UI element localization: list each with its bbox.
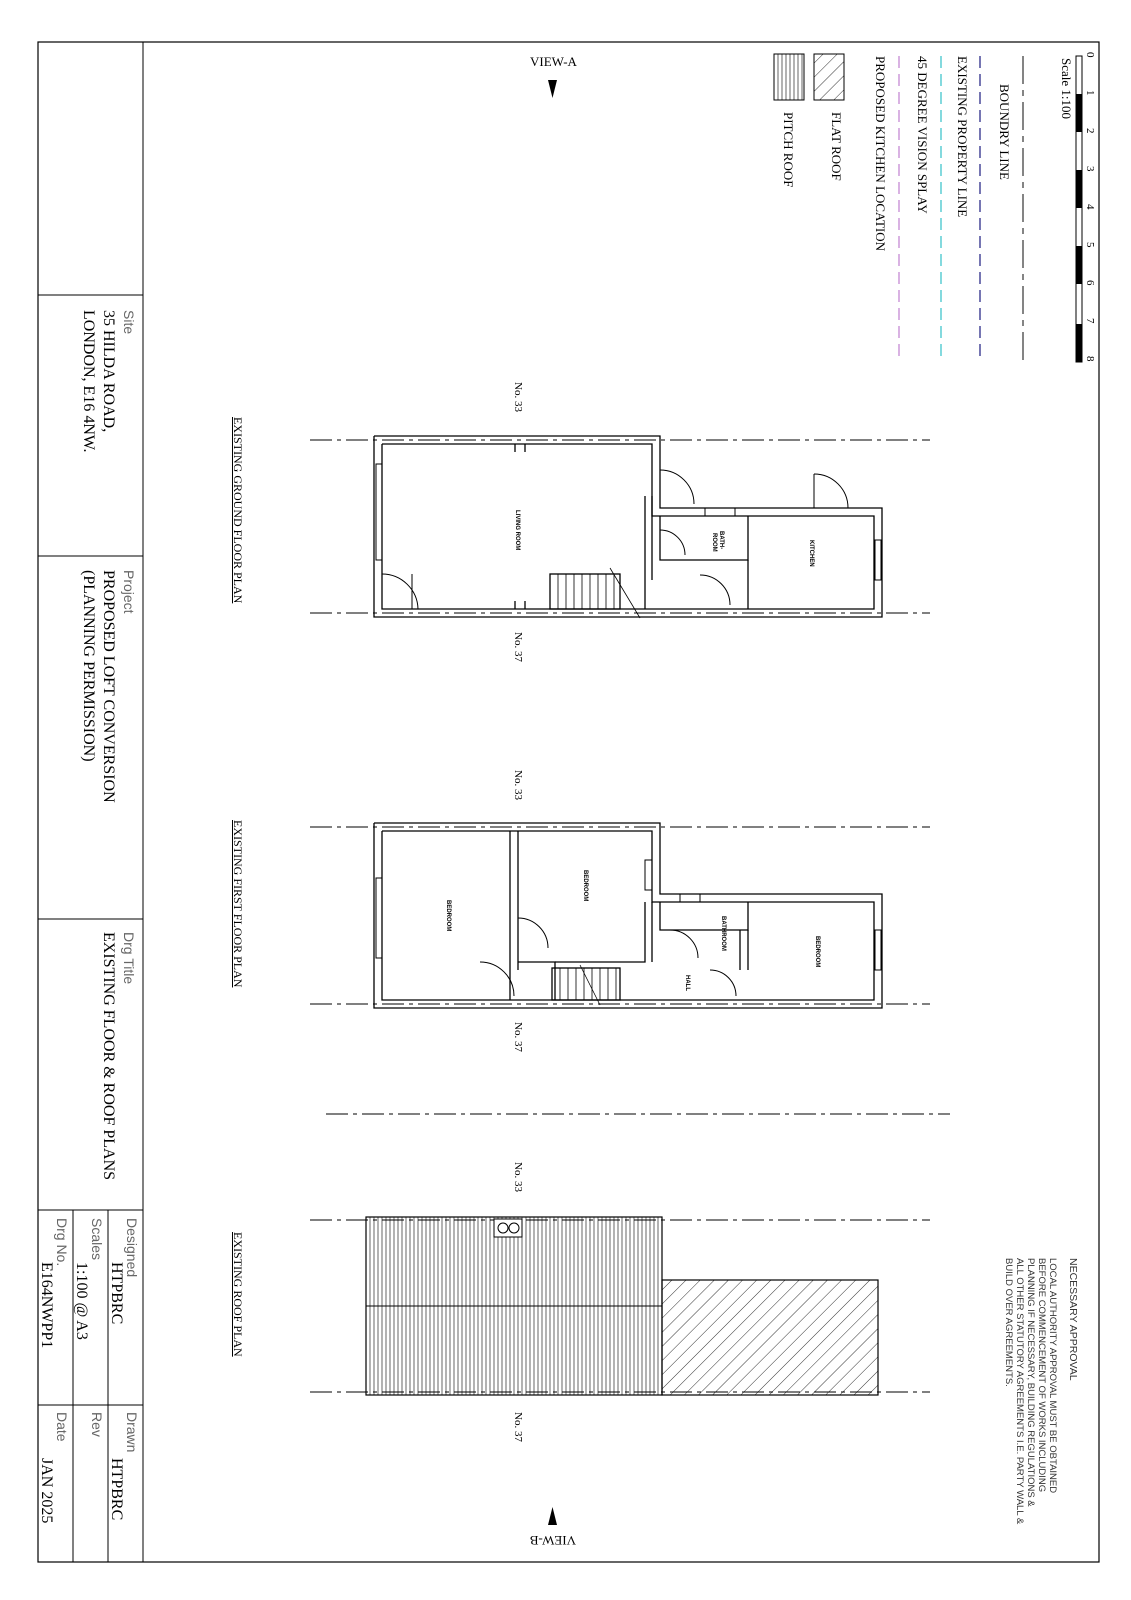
room-bedroom-3: BEDROOM	[814, 936, 820, 968]
site-label: Site	[121, 310, 137, 335]
view-a-label: VIEW-A	[530, 54, 577, 69]
scale-tick-6: 6	[1084, 280, 1096, 286]
ground-no37: No. 37	[512, 632, 524, 662]
legend-kitchen: PROPOSED KITCHEN LOCATION	[873, 56, 888, 252]
rev-label: Rev	[89, 1412, 105, 1437]
drg-title: EXISTING FLOOR & ROOF PLANS	[100, 932, 117, 1181]
legend-pitch-roof: PITCH ROOF	[781, 112, 796, 188]
flat-roof-swatch	[814, 54, 844, 100]
date-value: JAN 2025	[38, 1458, 55, 1524]
roof-plan-title: EXISTING ROOF PLAN	[231, 1232, 245, 1357]
legend-splay: 45 DEGREE VISION SPLAY	[915, 56, 930, 214]
drawn-label: Drawn	[124, 1412, 140, 1453]
notes-line-5: BUILD OVER AGREEMENTS.	[1003, 1258, 1014, 1387]
first-floor-title: EXISTING FIRST FLOOR PLAN	[231, 820, 245, 988]
date-label: Date	[54, 1412, 70, 1442]
project-label: Project	[121, 570, 137, 614]
room-living: LIVING ROOM	[514, 510, 520, 551]
scale-tick-1: 1	[1084, 90, 1096, 96]
site-line-1: 35 HILDA ROAD,	[100, 310, 117, 433]
roof-no37: No. 37	[512, 1412, 524, 1442]
room-bath-1: BATH-	[718, 531, 724, 550]
notes-line-4: ALL OTHER STATUTORY AGREEMENTS I.E. PARTY WALL &	[1014, 1258, 1025, 1525]
scale-tick-2: 2	[1084, 128, 1096, 134]
ground-floor-title: EXISTING GROUND FLOOR PLAN	[231, 417, 245, 604]
scales-label: Scales	[89, 1218, 105, 1261]
designed-label: Designed	[124, 1218, 140, 1278]
legend-existing: EXISTING PROPERTY LINE	[955, 56, 970, 218]
scale-tick-7: 7	[1084, 318, 1096, 324]
project-line-1: PROPOSED LOFT CONVERSION	[100, 570, 117, 803]
notes-line-1: LOCAL AUTHORITY APPROVAL MUST BE OBTAINED	[1047, 1258, 1058, 1494]
project-line-2: (PLANNING PERMISSION)	[80, 570, 97, 762]
scale-tick-5: 5	[1084, 242, 1096, 248]
view-b-label: VIEW-B	[529, 1533, 576, 1548]
room-bedroom-1: BEDROOM	[445, 900, 451, 932]
notes-line-3: PLANNING IF NECESSARY, BUILDING REGULATIONS &	[1025, 1258, 1036, 1507]
room-bathroom: BATHROOM	[720, 916, 726, 951]
roof-no33: No. 33	[512, 1162, 524, 1192]
drg-no-label: Drg No.	[54, 1218, 70, 1267]
designed-value: HTPBRC	[108, 1262, 125, 1325]
scale-tick-3: 3	[1084, 166, 1096, 172]
room-bedroom-2: BEDROOM	[582, 870, 588, 902]
notes-title: NECESSARY APPROVAL	[1067, 1258, 1079, 1381]
scale-bar	[1076, 56, 1082, 362]
notes-line-2: BEFORE COMMENCEMENT OF WORKS INCLUDING	[1036, 1258, 1047, 1493]
room-hall: HALL	[684, 975, 690, 991]
first-no37: No. 37	[512, 1022, 524, 1052]
legend-flat-roof: FLAT ROOF	[829, 112, 844, 181]
ground-no33: No. 33	[512, 382, 524, 412]
room-kitchen: KITCHEN	[808, 540, 814, 567]
ground-floor-plan	[374, 436, 882, 618]
view-a-arrow	[548, 80, 557, 98]
room-bath-2: ROOM	[711, 533, 717, 552]
legend-boundary: BOUNDRY LINE	[997, 84, 1012, 180]
scales-value: 1:100 @ A3	[73, 1262, 90, 1340]
site-line-2: LONDON, E16 4NW.	[80, 310, 97, 453]
scale-tick-4: 4	[1084, 204, 1096, 210]
drg-no-value: E164NWPP1	[38, 1262, 55, 1349]
first-no33: No. 33	[512, 770, 524, 800]
pitch-roof-swatch	[774, 54, 804, 100]
scale-tick-0: 0	[1084, 52, 1096, 58]
drawn-value: HTPBRC	[108, 1458, 125, 1521]
roof-plan	[366, 1217, 878, 1395]
view-b-arrow	[548, 1507, 557, 1525]
scale-tick-8: 8	[1084, 356, 1096, 362]
drg-title-label: Drg Title	[121, 932, 137, 985]
scale-label: Scale 1:100	[1059, 58, 1074, 120]
